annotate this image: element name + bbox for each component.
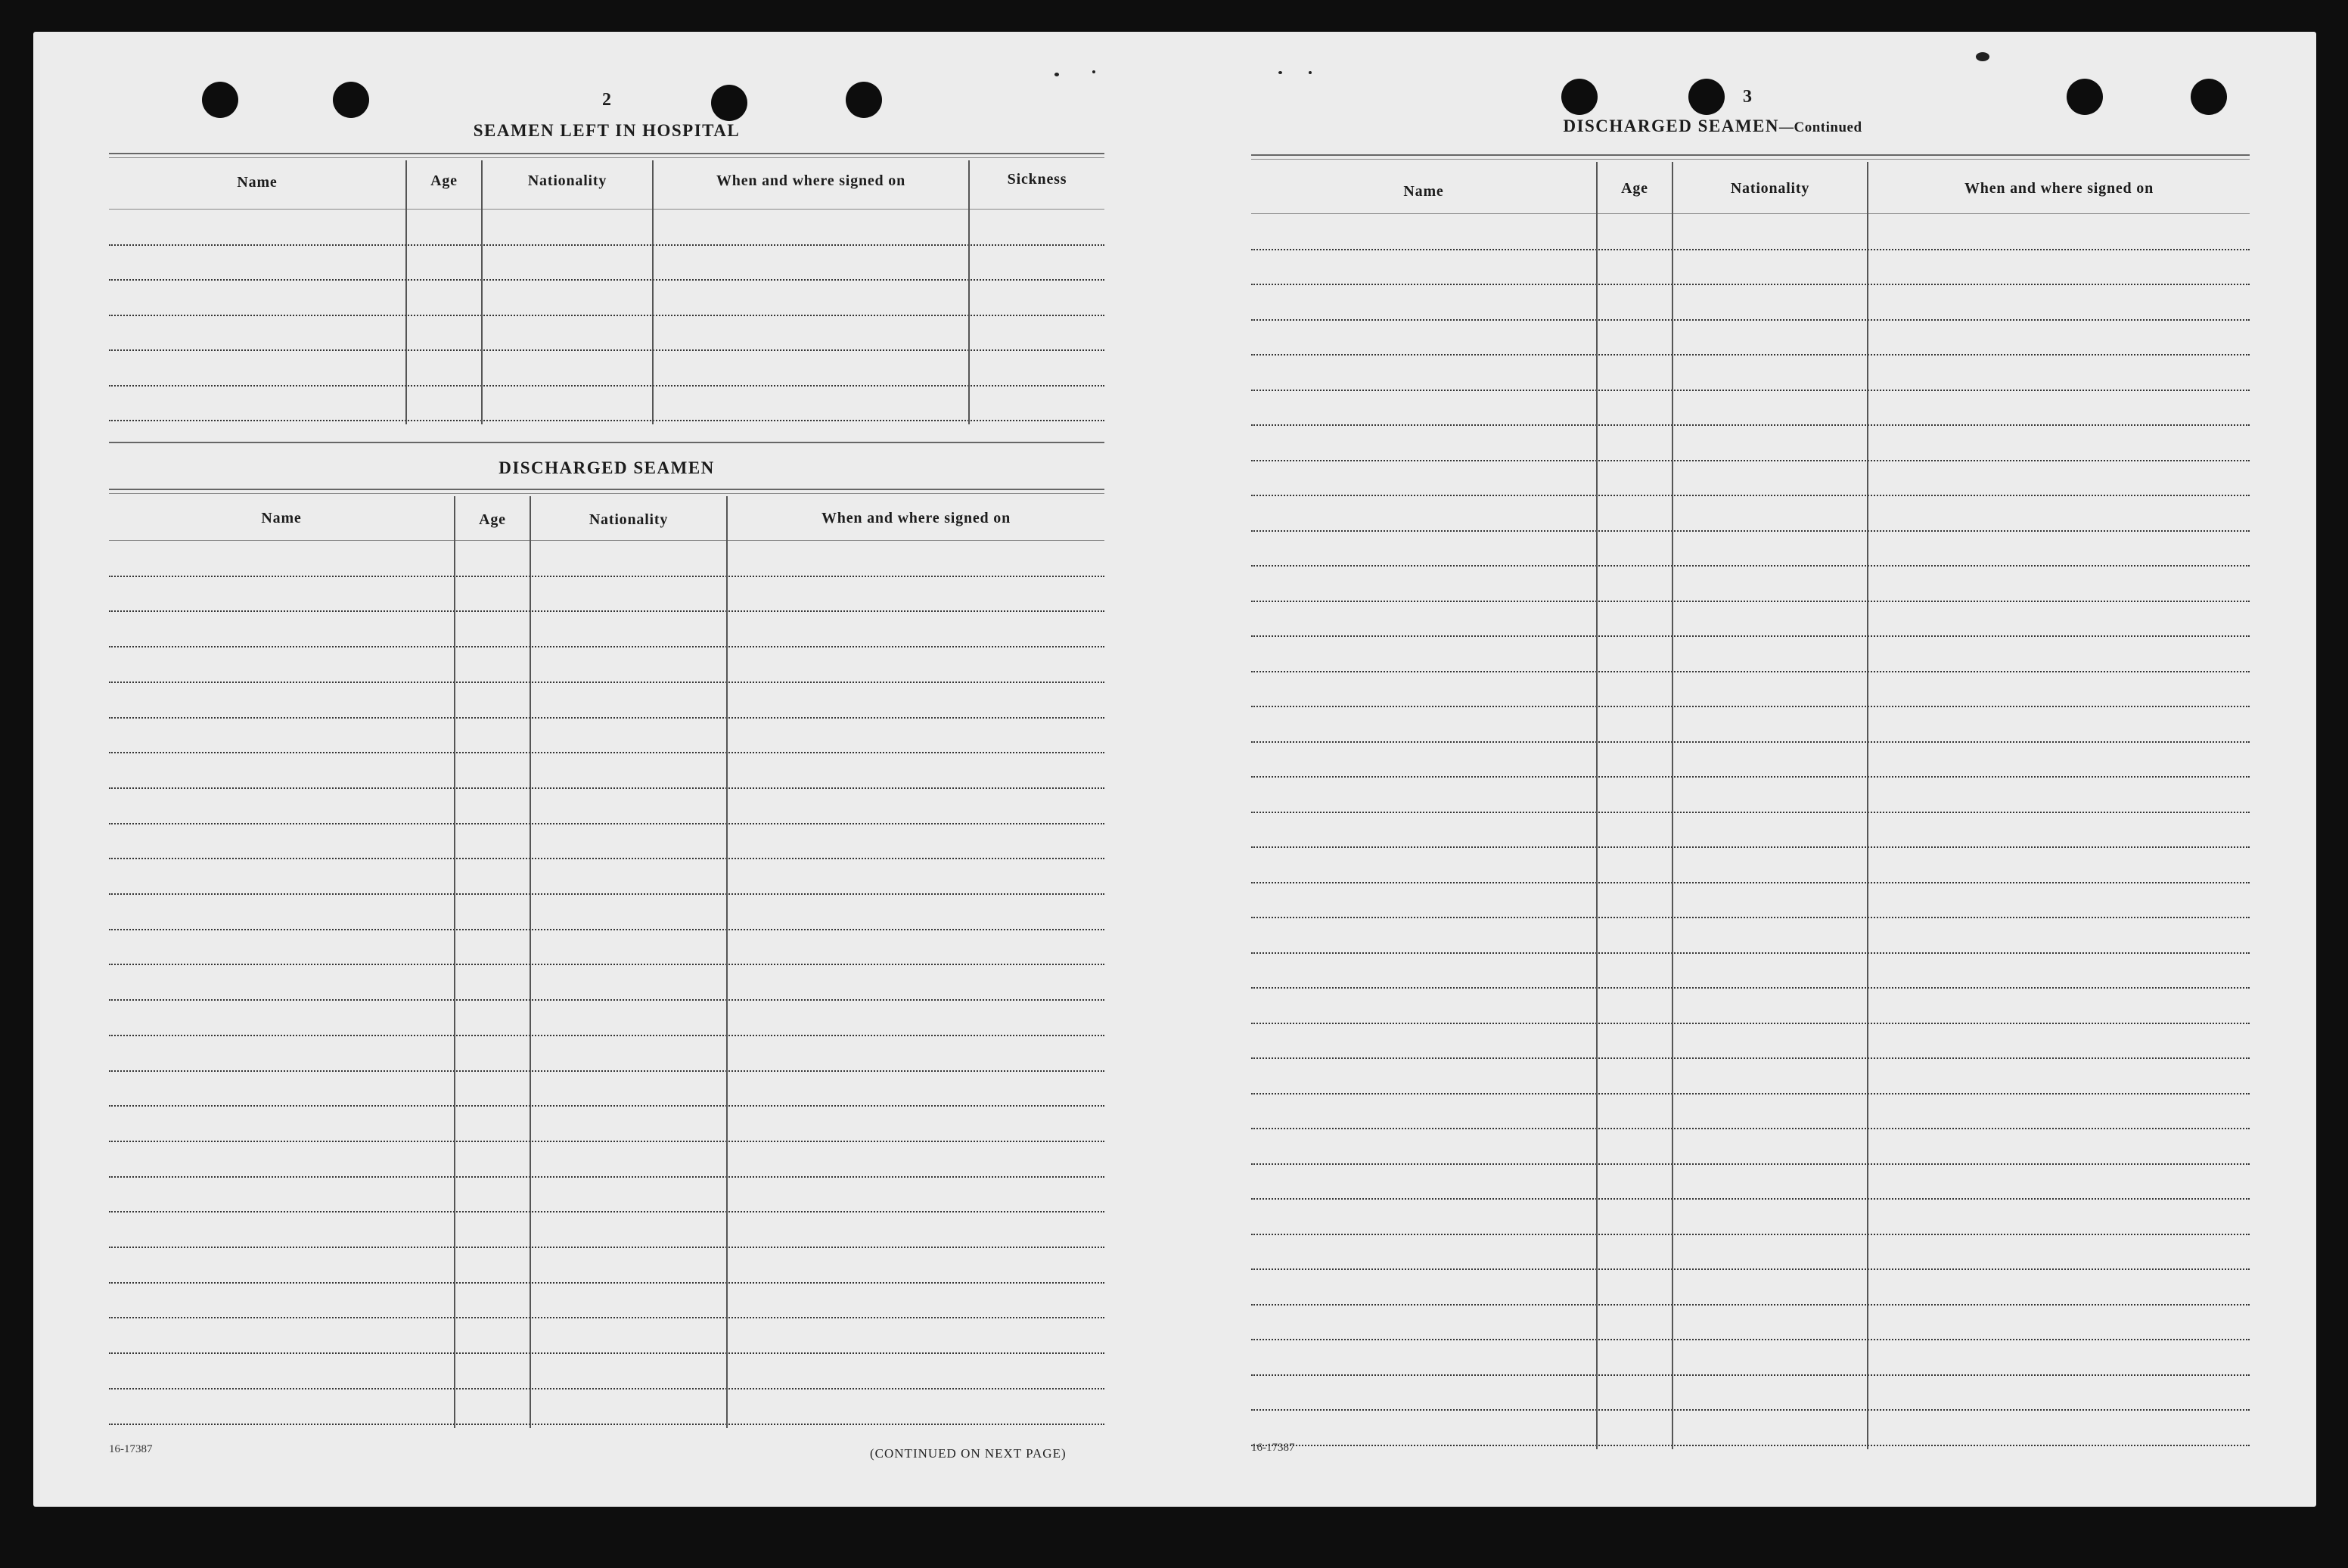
row-line <box>109 999 1104 1001</box>
row-line <box>1251 917 2250 918</box>
discharged-top-rule <box>109 489 1104 490</box>
row-line <box>109 315 1104 316</box>
speck <box>1309 71 1312 74</box>
row-line <box>1251 1163 2250 1165</box>
column-header: Name <box>1403 183 1444 200</box>
row-line <box>1251 354 2250 356</box>
header-underline <box>109 540 1104 541</box>
row-line <box>109 717 1104 719</box>
punch-hole <box>2191 79 2227 115</box>
column-header: Nationality <box>527 172 607 189</box>
column-divider <box>726 496 728 1428</box>
row-line <box>109 929 1104 930</box>
punch-hole <box>202 82 238 118</box>
row-line <box>1251 1374 2250 1376</box>
row-line <box>109 1317 1104 1318</box>
column-divider <box>405 160 407 424</box>
row-line <box>109 1105 1104 1107</box>
punch-hole <box>333 82 369 118</box>
row-line <box>1251 776 2250 778</box>
row-line <box>1251 460 2250 461</box>
row-line <box>109 646 1104 647</box>
column-header: Sickness <box>1007 171 1067 188</box>
row-line <box>109 1352 1104 1354</box>
speck <box>1278 71 1282 74</box>
row-line <box>109 1035 1104 1036</box>
row-line <box>1251 424 2250 426</box>
row-line <box>109 1141 1104 1142</box>
row-line <box>1251 565 2250 567</box>
row-line <box>109 682 1104 683</box>
row-line <box>109 858 1104 859</box>
row-line <box>1251 741 2250 743</box>
row-line <box>1251 635 2250 637</box>
form-number: 16-17387 <box>109 1443 153 1455</box>
row-line <box>109 1070 1104 1072</box>
discharged-continued-title <box>1516 116 1909 136</box>
row-line <box>1251 1023 2250 1024</box>
row-line <box>109 1211 1104 1212</box>
row-line <box>1251 601 2250 602</box>
row-line <box>109 1282 1104 1284</box>
page-number: 3 <box>1743 87 1752 107</box>
column-header: When and where signed on <box>1964 180 2154 197</box>
row-line <box>109 1424 1104 1425</box>
row-line <box>1251 706 2250 707</box>
column-header: Age <box>430 172 458 189</box>
column-header: Age <box>479 511 506 528</box>
row-line <box>1251 812 2250 813</box>
row-line <box>1251 1093 2250 1094</box>
hospital-top-rule-2 <box>109 157 1104 158</box>
row-line <box>109 349 1104 351</box>
speck <box>1092 70 1095 73</box>
punch-hole <box>1688 79 1725 115</box>
row-line <box>1251 284 2250 285</box>
discharged-section-title: DISCHARGED SEAMEN <box>498 458 715 477</box>
punch-hole <box>1561 79 1598 115</box>
hospital-section-title: SEAMEN LEFT IN HOSPITAL <box>473 121 741 140</box>
row-line <box>1251 1339 2250 1340</box>
punch-hole <box>711 85 747 121</box>
column-header: Nationality <box>1730 180 1810 197</box>
row-line <box>109 1176 1104 1178</box>
row-line <box>1251 1304 2250 1306</box>
row-line <box>1251 390 2250 391</box>
column-divider <box>1672 162 1673 1449</box>
row-line <box>109 244 1104 246</box>
column-header: Nationality <box>589 511 669 528</box>
row-line <box>109 576 1104 577</box>
continued-suffix: —Continued <box>1779 120 1862 135</box>
discharged-top-rule-2 <box>109 493 1104 494</box>
column-header: Name <box>261 510 302 526</box>
row-line <box>109 823 1104 824</box>
row-line <box>1251 1268 2250 1270</box>
row-line <box>109 1388 1104 1389</box>
right-top-rule <box>1251 154 2250 156</box>
column-header: Name <box>237 174 278 191</box>
row-line <box>109 279 1104 281</box>
continued-note: (CONTINUED ON NEXT PAGE) <box>870 1446 1067 1461</box>
hospital-top-rule <box>109 153 1104 154</box>
column-header: When and where signed on <box>821 510 1011 526</box>
column-divider <box>454 496 455 1428</box>
hospital-bottom-rule <box>109 442 1104 443</box>
row-line <box>109 893 1104 895</box>
column-header: Age <box>1621 180 1648 197</box>
column-divider <box>481 160 483 424</box>
punch-hole <box>2067 79 2103 115</box>
row-line <box>109 610 1104 612</box>
discharged-continued-title-text: DISCHARGED SEAMEN <box>1563 116 1780 135</box>
column-divider <box>1596 162 1598 1449</box>
row-line <box>1251 319 2250 321</box>
column-header: When and where signed on <box>716 172 905 189</box>
column-divider <box>968 160 970 424</box>
column-divider <box>1867 162 1868 1449</box>
row-line <box>1251 1409 2250 1411</box>
row-line <box>1251 846 2250 848</box>
row-line <box>1251 882 2250 883</box>
record-sheet <box>33 32 2316 1507</box>
row-line <box>1251 1057 2250 1059</box>
row-line <box>109 385 1104 387</box>
row-line <box>1251 952 2250 954</box>
right-top-rule-2 <box>1251 159 2250 160</box>
column-divider <box>652 160 654 424</box>
header-underline <box>1251 213 2250 214</box>
row-line <box>1251 249 2250 250</box>
row-line <box>1251 671 2250 672</box>
column-divider <box>530 496 531 1428</box>
form-number: 16-17387 <box>1251 1442 1295 1454</box>
speck <box>1976 52 1989 61</box>
row-line <box>1251 1128 2250 1129</box>
row-line <box>1251 1445 2250 1446</box>
speck <box>1054 73 1059 76</box>
row-line <box>1251 987 2250 989</box>
row-line <box>1251 1234 2250 1235</box>
page-number: 2 <box>602 90 611 110</box>
row-line <box>109 420 1104 421</box>
row-line <box>109 752 1104 753</box>
row-line <box>1251 530 2250 532</box>
punch-hole <box>846 82 882 118</box>
header-underline <box>109 209 1104 210</box>
row-line <box>109 787 1104 789</box>
row-line <box>109 964 1104 965</box>
row-line <box>1251 1198 2250 1200</box>
row-line <box>109 1247 1104 1248</box>
row-line <box>1251 495 2250 496</box>
